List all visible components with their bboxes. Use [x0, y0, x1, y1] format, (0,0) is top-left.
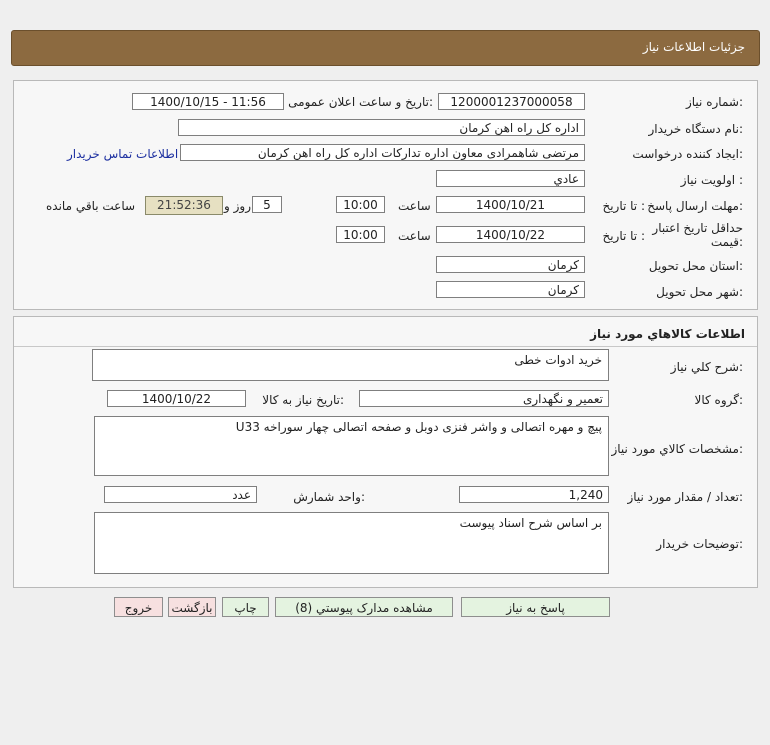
- days-remaining-field: 5: [252, 196, 282, 213]
- buyer-contact-link[interactable]: اطلاعات تماس خریدار: [67, 147, 179, 161]
- general-desc-field: خرید ادوات خطی: [92, 349, 609, 381]
- city-field: کرمان: [436, 281, 585, 298]
- announce-label: تاریخ و ساعت اعلان عمومی:: [288, 95, 433, 109]
- back-button[interactable]: بازگشت: [168, 597, 216, 617]
- buyer-notes-field: بر اساس شرح اسناد پیوست: [94, 512, 609, 574]
- validity-to-date-label: تا تاریخ :: [602, 229, 645, 243]
- general-desc-label: شرح کلي نياز:: [670, 360, 743, 374]
- section-divider: [14, 346, 757, 347]
- reply-button[interactable]: پاسخ به نياز: [461, 597, 610, 617]
- goods-group-field: تعمیر و نگهداری: [359, 390, 609, 407]
- city-label: شهر محل تحویل:: [656, 285, 743, 299]
- remaining-time-field: 21:52:36: [145, 196, 223, 215]
- remaining-label: ساعت باقي مانده: [46, 199, 136, 213]
- need-date-label: تاريخ نياز به کالا:: [262, 393, 344, 407]
- buyer-org-field: اداره کل راه اهن کرمان: [178, 119, 585, 136]
- goods-group-label: گروه کالا:: [694, 393, 743, 407]
- quantity-field: 1,240: [459, 486, 609, 503]
- goods-info-panel: [13, 316, 758, 588]
- quantity-label: تعداد / مقدار مورد نياز:: [627, 490, 743, 504]
- days-label: روز و: [224, 199, 251, 213]
- page-header: [11, 30, 760, 66]
- deadline-date-field: 1400/10/21: [436, 196, 585, 213]
- validity-time-field: 10:00: [336, 226, 385, 243]
- print-button[interactable]: چاپ: [222, 597, 269, 617]
- page-title: جزئیات اطلاعات نیاز: [642, 40, 745, 54]
- unit-label: واحد شمارش:: [293, 490, 365, 504]
- exit-button[interactable]: خروج: [114, 597, 163, 617]
- need-details-panel: [13, 80, 758, 310]
- validity-label-line2: قیمت:: [710, 235, 743, 249]
- validity-label-line1: حداقل تاریخ اعتبار: [652, 221, 743, 235]
- province-field: کرمان: [436, 256, 585, 273]
- validity-date-field: 1400/10/22: [436, 226, 585, 243]
- deadline-label: مهلت ارسال پاسخ:: [647, 199, 743, 213]
- unit-field: عدد: [104, 486, 257, 503]
- announce-datetime-field: 1400/10/15 - 11:56: [132, 93, 284, 110]
- goods-specs-field: پیچ و مهره اتصالی و واشر فنزی دوبل و صفحه اتصالی چهار سوراخه U33: [94, 416, 609, 476]
- province-label: استان محل تحویل:: [648, 259, 743, 273]
- deadline-time-field: 10:00: [336, 196, 385, 213]
- requester-label: ایجاد کننده درخواست:: [632, 147, 743, 161]
- priority-label: اولویت نیاز :: [680, 173, 743, 187]
- need-number-label: شماره نیاز:: [685, 95, 743, 109]
- need-date-field: 1400/10/22: [107, 390, 246, 407]
- view-attachments-button[interactable]: مشاهده مدارک پيوستي (8): [275, 597, 453, 617]
- requester-field: مرتضی شاهمرادی معاون اداره تدارکات اداره کل راه اهن کرمان: [180, 144, 585, 161]
- buyer-org-label: نام دستگاه خریدار:: [648, 122, 743, 136]
- need-number-field: 1200001237000058: [438, 93, 585, 110]
- priority-field: عادي: [436, 170, 585, 187]
- buyer-notes-label: توضيحات خريدار:: [656, 537, 743, 551]
- validity-time-label: ساعت: [398, 229, 431, 243]
- deadline-time-label: ساعت: [398, 199, 431, 213]
- goods-specs-label: مشخصات کالاي مورد نياز:: [611, 442, 743, 456]
- deadline-to-date-label: تا تاریخ :: [602, 199, 645, 213]
- goods-section-title: اطلاعات کالاهاي مورد نياز: [590, 327, 745, 341]
